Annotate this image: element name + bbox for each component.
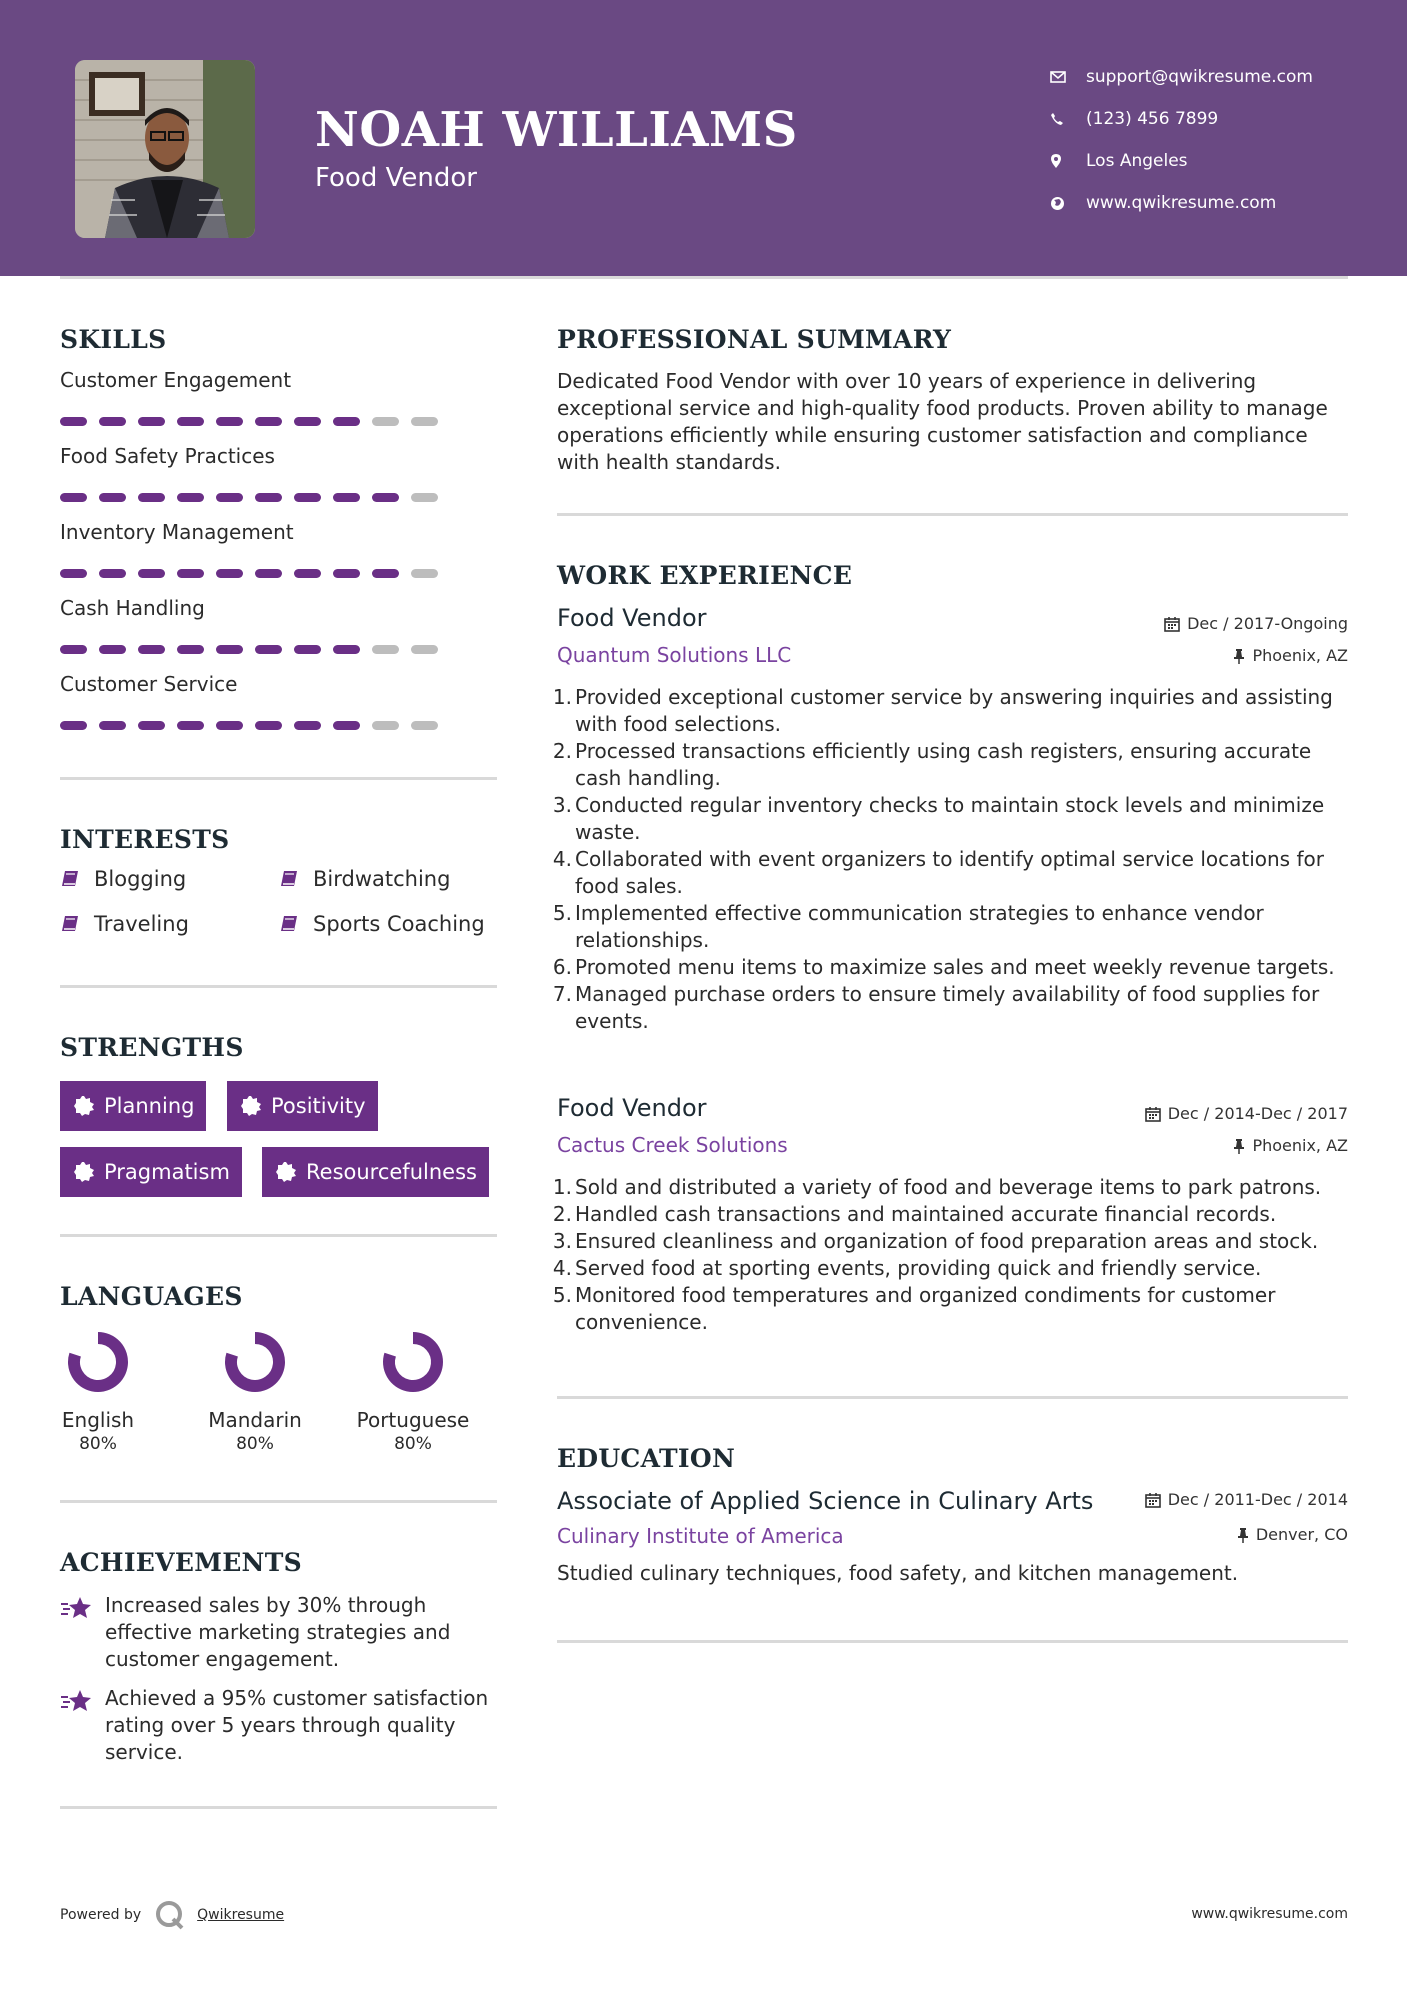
skill-level-dot [138, 645, 165, 654]
language-proficiency-ring [223, 1330, 287, 1394]
skill-level-dot [99, 417, 126, 426]
job-duty-item [552, 981, 1355, 1035]
skill-level-dot [333, 493, 360, 502]
job-location [1233, 1136, 1348, 1155]
pushpin-icon [1233, 648, 1245, 664]
skill-level-dot [138, 493, 165, 502]
interest-label: Blogging [94, 867, 187, 891]
strength-tag [60, 1081, 206, 1131]
job-duty-text: Ensured cleanliness and organization of food preparation areas and stock. [575, 1229, 1319, 1253]
interest-item [60, 867, 186, 891]
job-date-text: Dec / 2017-Ongoing [1187, 614, 1348, 633]
job-location-text: Phoenix, AZ [1252, 1136, 1348, 1155]
education-divider [557, 1640, 1348, 1643]
skill-level-dot [177, 645, 204, 654]
languages-heading: LANGUAGES [60, 1282, 243, 1311]
candidate-title: Food Vendor [315, 163, 477, 193]
phone-icon [1050, 112, 1086, 126]
strength-label: Pragmatism [104, 1160, 230, 1184]
interest-label: Birdwatching [313, 867, 451, 891]
strength-label: Resourcefulness [306, 1160, 477, 1184]
globe-icon [1050, 196, 1086, 211]
experience-divider [557, 1396, 1348, 1399]
skill-level-dot [372, 569, 399, 578]
degree-title: Associate of Applied Science in Culinary Arts [557, 1487, 1094, 1515]
list-number: 6. [552, 955, 572, 979]
skills-divider [60, 777, 497, 780]
job-date-text: Dec / 2014-Dec / 2017 [1167, 1104, 1348, 1123]
interests-heading: INTERESTS [60, 825, 230, 854]
badge-icon [74, 1162, 104, 1182]
skill-label: Inventory Management [60, 520, 294, 544]
skill-level-dot [333, 721, 360, 730]
job-duty-item [552, 1255, 1355, 1282]
star-icon [60, 1592, 105, 1673]
skill-level-dot [60, 417, 87, 426]
languages-divider [60, 1500, 497, 1503]
skill-level-dot [60, 569, 87, 578]
job-duty-item [552, 738, 1355, 792]
calendar-icon [1164, 616, 1180, 632]
pushpin-icon [1233, 1138, 1245, 1154]
skill-level-dot [138, 417, 165, 426]
strengths-heading: STRENGTHS [60, 1033, 244, 1062]
skill-level-meter [60, 569, 438, 578]
skills-heading: SKILLS [60, 325, 167, 354]
job-title: Food Vendor [557, 1094, 707, 1122]
language-percent: 80% [236, 1434, 274, 1454]
skill-level-dot [372, 493, 399, 502]
contact-email-text: support@qwikresume.com [1086, 67, 1313, 87]
job-duty-text: Implemented effective communication strategies to enhance vendor relationships. [575, 901, 1264, 952]
strength-label: Positivity [271, 1094, 366, 1118]
skill-level-dot [60, 493, 87, 502]
pushpin-icon [1237, 1527, 1249, 1543]
job-duty-item [552, 792, 1355, 846]
education-description: Studied culinary techniques, food safety, and kitchen management. [557, 1561, 1239, 1585]
skill-label: Cash Handling [60, 596, 205, 620]
skill-level-dot [255, 645, 282, 654]
skill-level-dot [60, 721, 87, 730]
powered-by-label: Powered by [60, 1907, 142, 1923]
job-date [1145, 1104, 1348, 1123]
skill-label: Customer Engagement [60, 368, 292, 392]
skill-level-dot [411, 645, 438, 654]
profile-photo [75, 60, 255, 238]
language-percent: 80% [79, 1434, 117, 1454]
education-heading: EDUCATION [557, 1444, 736, 1473]
language-proficiency-ring [381, 1330, 445, 1394]
skill-level-dot [411, 721, 438, 730]
job-duty-item [552, 1201, 1355, 1228]
qwikresume-link[interactable]: Qwikresume [197, 1907, 285, 1923]
language-item [23, 1330, 173, 1454]
language-item [338, 1330, 488, 1454]
header-divider [60, 276, 1348, 279]
list-number: 5. [552, 901, 572, 925]
school-name: Culinary Institute of America [557, 1524, 844, 1548]
achievements-heading: ACHIEVEMENTS [60, 1548, 302, 1577]
skill-level-dot [60, 645, 87, 654]
list-number: 2. [552, 1202, 572, 1226]
language-proficiency-ring [66, 1330, 130, 1394]
book-icon [60, 914, 94, 934]
skill-label: Food Safety Practices [60, 444, 275, 468]
skill-level-dot [216, 721, 243, 730]
summary-text: Dedicated Food Vendor with over 10 years of experience in delivering exceptional service and high-quality food products. Proven ability to manage operations efficiently while ensuring customer satisfaction and compliance with health standards. [557, 369, 1328, 474]
job-duties-list [552, 1174, 1355, 1336]
contact-list [1050, 56, 1390, 224]
skill-level-dot [138, 721, 165, 730]
job-duty-text: Handled cash transactions and maintained accurate financial records. [575, 1202, 1277, 1226]
job-duty-item [552, 684, 1355, 738]
skill-level-dot [411, 417, 438, 426]
education-date-text: Dec / 2011-Dec / 2014 [1167, 1490, 1348, 1509]
interest-label: Sports Coaching [313, 912, 485, 936]
skill-level-dot [99, 569, 126, 578]
qwikresume-logo-icon [155, 1900, 185, 1930]
achievement-text: Achieved a 95% customer satisfaction rating over 5 years through quality service. [105, 1686, 489, 1764]
job-duty-item [552, 900, 1355, 954]
skill-level-dot [333, 645, 360, 654]
interest-item [279, 867, 450, 891]
list-number: 7. [552, 982, 572, 1006]
list-number: 2. [552, 739, 572, 763]
badge-icon [276, 1162, 306, 1182]
summary-heading: PROFESSIONAL SUMMARY [557, 325, 952, 354]
job-duty-text: Conducted regular inventory checks to maintain stock levels and minimize waste. [575, 793, 1325, 844]
skill-level-dot [411, 569, 438, 578]
skill-level-dot [372, 645, 399, 654]
job-duty-text: Sold and distributed a variety of food and beverage items to park patrons. [575, 1175, 1322, 1199]
contact-phone[interactable] [1050, 98, 1390, 140]
skill-level-dot [294, 645, 321, 654]
contact-email[interactable] [1050, 56, 1390, 98]
skill-level-dot [255, 721, 282, 730]
skill-level-dot [138, 569, 165, 578]
company-name: Quantum Solutions LLC [557, 643, 792, 667]
location-pin-icon [1050, 153, 1086, 169]
job-duties-list [552, 684, 1355, 1035]
skill-level-dot [411, 493, 438, 502]
job-location [1233, 646, 1348, 665]
language-name: Mandarin [208, 1408, 302, 1432]
skill-level-dot [216, 417, 243, 426]
job-duty-text: Provided exceptional customer service by answering inquiries and assisting with food selections. [575, 685, 1333, 736]
skill-level-dot [216, 493, 243, 502]
skill-level-dot [294, 417, 321, 426]
strengths-divider [60, 1234, 497, 1237]
badge-icon [74, 1096, 104, 1116]
job-duty-item [552, 1174, 1355, 1201]
skill-level-dot [177, 417, 204, 426]
list-number: 5. [552, 1283, 572, 1307]
contact-phone-text: (123) 456 7899 [1086, 109, 1219, 129]
list-number: 4. [552, 847, 572, 871]
contact-location-text: Los Angeles [1086, 151, 1188, 171]
skill-level-dot [177, 493, 204, 502]
interest-label: Traveling [94, 912, 189, 936]
footer-url[interactable]: www.qwikresume.com [1191, 1906, 1348, 1922]
skill-level-dot [294, 569, 321, 578]
job-duty-text: Processed transactions efficiently using cash registers, ensuring accurate cash handling. [575, 739, 1312, 790]
candidate-name: NOAH WILLIAMS [315, 102, 798, 158]
job-title: Food Vendor [557, 604, 707, 632]
job-location-text: Phoenix, AZ [1252, 646, 1348, 665]
calendar-icon [1145, 1492, 1161, 1508]
strength-tag [60, 1147, 242, 1197]
job-duty-item [552, 1228, 1355, 1255]
skill-level-dot [255, 417, 282, 426]
list-number: 3. [552, 793, 572, 817]
list-number: 1. [552, 685, 572, 709]
book-icon [279, 914, 313, 934]
skill-level-dot [99, 493, 126, 502]
interest-item [60, 912, 189, 936]
skill-level-dot [372, 417, 399, 426]
strength-label: Planning [104, 1094, 195, 1118]
achievements-divider [60, 1806, 497, 1809]
skill-level-dot [99, 645, 126, 654]
achievement-item [60, 1592, 500, 1673]
strength-tag [262, 1147, 489, 1197]
list-number: 4. [552, 1256, 572, 1280]
skill-level-dot [372, 721, 399, 730]
skill-level-dot [216, 645, 243, 654]
company-name: Cactus Creek Solutions [557, 1133, 788, 1157]
contact-location [1050, 140, 1390, 182]
skill-level-dot [177, 721, 204, 730]
job-duty-text: Monitored food temperatures and organized condiments for customer convenience. [575, 1283, 1276, 1334]
skill-level-dot [294, 721, 321, 730]
skill-level-dot [99, 721, 126, 730]
badge-icon [241, 1096, 271, 1116]
calendar-icon [1145, 1106, 1161, 1122]
envelope-icon [1050, 71, 1086, 83]
job-duty-item [552, 1282, 1355, 1336]
skill-level-dot [294, 493, 321, 502]
education-location-text: Denver, CO [1255, 1525, 1348, 1544]
strength-tag [227, 1081, 378, 1131]
book-icon [279, 869, 313, 889]
job-date [1164, 614, 1348, 633]
job-duty-text: Served food at sporting events, providing quick and friendly service. [575, 1256, 1262, 1280]
job-duty-item [552, 846, 1355, 900]
skill-level-dot [255, 493, 282, 502]
interest-item [279, 912, 485, 936]
skill-level-dot [333, 569, 360, 578]
footer-powered-by [60, 1900, 284, 1930]
skill-level-meter [60, 721, 438, 730]
list-number: 1. [552, 1175, 572, 1199]
contact-website[interactable] [1050, 182, 1390, 224]
book-icon [60, 869, 94, 889]
skill-level-dot [333, 417, 360, 426]
list-number: 3. [552, 1229, 572, 1253]
language-name: English [61, 1408, 135, 1432]
skill-level-dot [255, 569, 282, 578]
skill-level-meter [60, 493, 438, 502]
language-item [180, 1330, 330, 1454]
job-duty-item [552, 954, 1355, 981]
education-location [1237, 1525, 1348, 1544]
contact-website-text: www.qwikresume.com [1086, 193, 1277, 213]
job-duty-text: Promoted menu items to maximize sales and meet weekly revenue targets. [575, 955, 1335, 979]
education-date [1145, 1490, 1348, 1509]
skill-level-meter [60, 417, 438, 426]
achievement-item [60, 1685, 500, 1766]
skill-level-meter [60, 645, 438, 654]
interests-divider [60, 985, 497, 988]
job-duty-text: Collaborated with event organizers to identify optimal service locations for food sales. [575, 847, 1324, 898]
job-duty-text: Managed purchase orders to ensure timely availability of food supplies for events. [575, 982, 1320, 1033]
skill-level-dot [216, 569, 243, 578]
summary-divider [557, 513, 1348, 516]
skill-level-dot [177, 569, 204, 578]
skill-label: Customer Service [60, 672, 238, 696]
star-icon [60, 1685, 105, 1766]
language-percent: 80% [394, 1434, 432, 1454]
experience-heading: WORK EXPERIENCE [557, 561, 853, 590]
language-name: Portuguese [356, 1408, 470, 1432]
header-banner [0, 0, 1407, 276]
achievement-text: Increased sales by 30% through effective marketing strategies and customer engagement. [105, 1593, 451, 1671]
